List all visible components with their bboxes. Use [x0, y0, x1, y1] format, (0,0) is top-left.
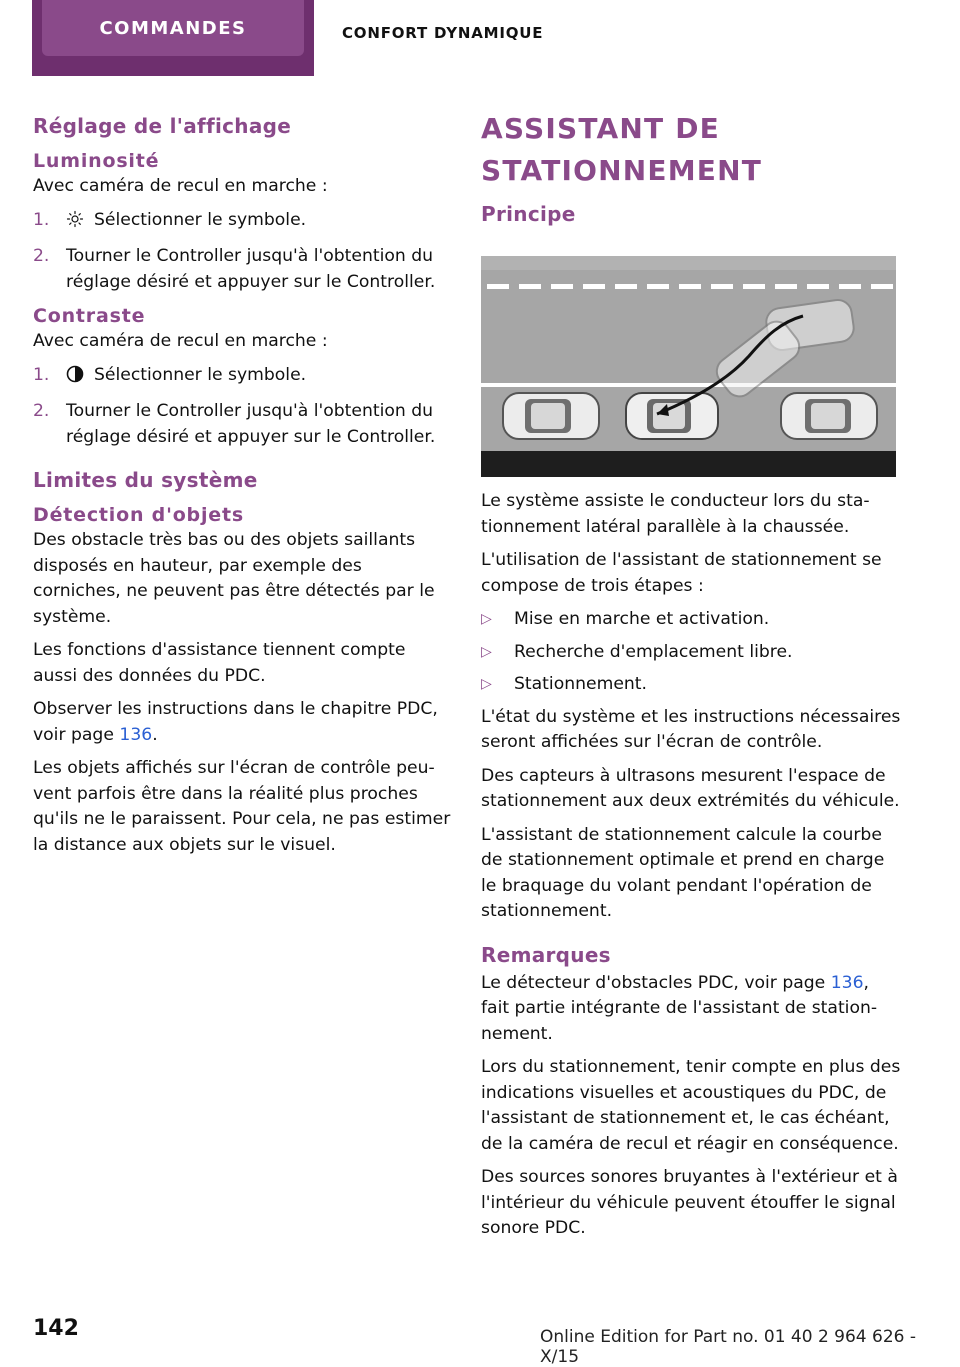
- paragraph: Les objets affichés sur l'écran de contrôle peuvent parfois être dans la réalité plus proches qu'ils ne le paraissent. Pour cela, ne pas estimer la distance aux objets sur le visuel.: [33, 758, 451, 855]
- list-item: [481, 672, 901, 698]
- heading-system-limits: Limites du système: [33, 468, 258, 492]
- heading-contrast: Contraste: [33, 305, 146, 327]
- paragraph: Lors du stationnement, tenir compte en plus des indications visuelles et acoustiques du PDC, de l'assistant de stationnement et, le cas échéant, de la caméra de recul et réagir en conséquence.: [481, 1057, 901, 1154]
- triangle-bullet-icon: ▷: [481, 643, 492, 660]
- heading-parking-assistant: ASSISTANT DE STATIONNEMENT: [481, 112, 763, 187]
- steps-list: [481, 607, 901, 698]
- list-item: [33, 399, 451, 450]
- step-text: Sélectionner le symbole.: [94, 364, 307, 385]
- paragraph: Des capteurs à ultrasons mesurent l'espace de stationnement aux deux extrémités du véhicule.: [481, 765, 900, 811]
- section-title: CONFORT DYNAMIQUE: [342, 24, 544, 42]
- paragraph-text: Observer les instructions dans le chapitre PDC, voir page: [33, 699, 438, 745]
- heading-brightness: Luminosité: [33, 150, 160, 172]
- paragraph-text: Le détecteur d'obstacles PDC, voir page: [481, 972, 831, 993]
- contrast-steps: [33, 363, 451, 451]
- list-item: [33, 244, 451, 295]
- page-link[interactable]: 136: [119, 724, 153, 745]
- chapter-tab-label-box: [42, 0, 304, 56]
- paragraph: Des sources sonores bruyantes à l'extérieur et à l'intérieur du véhicule peuvent étouffer le signal sonore PDC.: [481, 1167, 898, 1238]
- page-link[interactable]: 136: [830, 972, 864, 993]
- heading-display-settings: Réglage de l'affichage: [33, 114, 292, 138]
- chapter-title: COMMANDES: [99, 17, 247, 39]
- contrast-intro: Avec caméra de recul en marche :: [33, 331, 328, 351]
- step-number: 2.: [33, 246, 50, 266]
- heading-principle: Principe: [481, 202, 576, 226]
- list-item: [481, 640, 901, 666]
- step-number: 2.: [33, 401, 50, 421]
- paragraph: L'état du système et les instructions nécessaires seront affichées sur l'écran de contrôle.: [481, 706, 901, 752]
- triangle-bullet-icon: ▷: [481, 676, 492, 692]
- chapter-tab: [32, 0, 314, 76]
- list-item-text: Mise en marche et activation.: [514, 609, 770, 629]
- paragraph: Des obstacle très bas ou des objets saillants disposés en hauteur, par exemple des corniches, ne peuvent pas être détectés par le système.: [33, 530, 435, 627]
- contrast-icon: [66, 365, 84, 392]
- list-item: [33, 208, 451, 237]
- list-item: [33, 363, 451, 392]
- heading-object-detection: Détection d'objets: [33, 504, 244, 526]
- list-item-text: Stationnement.: [514, 674, 647, 694]
- right-column: [481, 108, 901, 1250]
- brightness-intro: Avec caméra de recul en marche :: [33, 176, 328, 196]
- maneuvering-car: [626, 393, 718, 439]
- paragraph-text: .: [152, 724, 158, 745]
- heading-remarks: Remarques: [481, 942, 611, 967]
- edition-text: Online Edition for Part no. 01 40 2 964 626 - X/15: [540, 1327, 917, 1367]
- paragraph: Les fonctions d'assistance tiennent compte aussi des données du PDC.: [33, 640, 406, 686]
- list-item-text: Recherche d'emplacement libre.: [514, 641, 793, 662]
- brightness-steps: [33, 208, 451, 296]
- list-item: [481, 607, 901, 633]
- paragraph: Le système assiste le conducteur lors du stationnement latéral parallèle à la chaussée.: [481, 491, 870, 537]
- parking-illustration: [481, 256, 896, 477]
- paragraph-text: , fait partie intégrante de l'assistant de stationnement.: [481, 972, 878, 1044]
- paragraph: [33, 697, 451, 748]
- parked-car-right: [781, 393, 877, 439]
- paragraph: [481, 971, 901, 1048]
- paragraph: L'assistant de stationnement calcule la courbe de stationnement optimale et prend en charge le braquage du volant pendant l'opération de stationnement.: [481, 824, 885, 921]
- step-text: Tourner le Controller jusqu'à l'obtention du réglage désiré et appuyer sur le Controller.: [66, 401, 436, 447]
- parked-car-left: [503, 393, 599, 439]
- step-text: Tourner le Controller jusqu'à l'obtention du réglage désiré et appuyer sur le Controller.: [66, 246, 436, 292]
- left-column: [33, 108, 451, 866]
- paragraph: L'utilisation de l'assistant de stationnement se compose de trois étapes :: [481, 550, 882, 596]
- page-number: 142: [33, 1316, 79, 1341]
- step-number: 1.: [33, 209, 50, 230]
- sun-icon: [66, 210, 84, 237]
- triangle-bullet-icon: ▷: [481, 611, 492, 627]
- step-number: 1.: [33, 364, 50, 385]
- step-text: Sélectionner le symbole.: [94, 209, 307, 230]
